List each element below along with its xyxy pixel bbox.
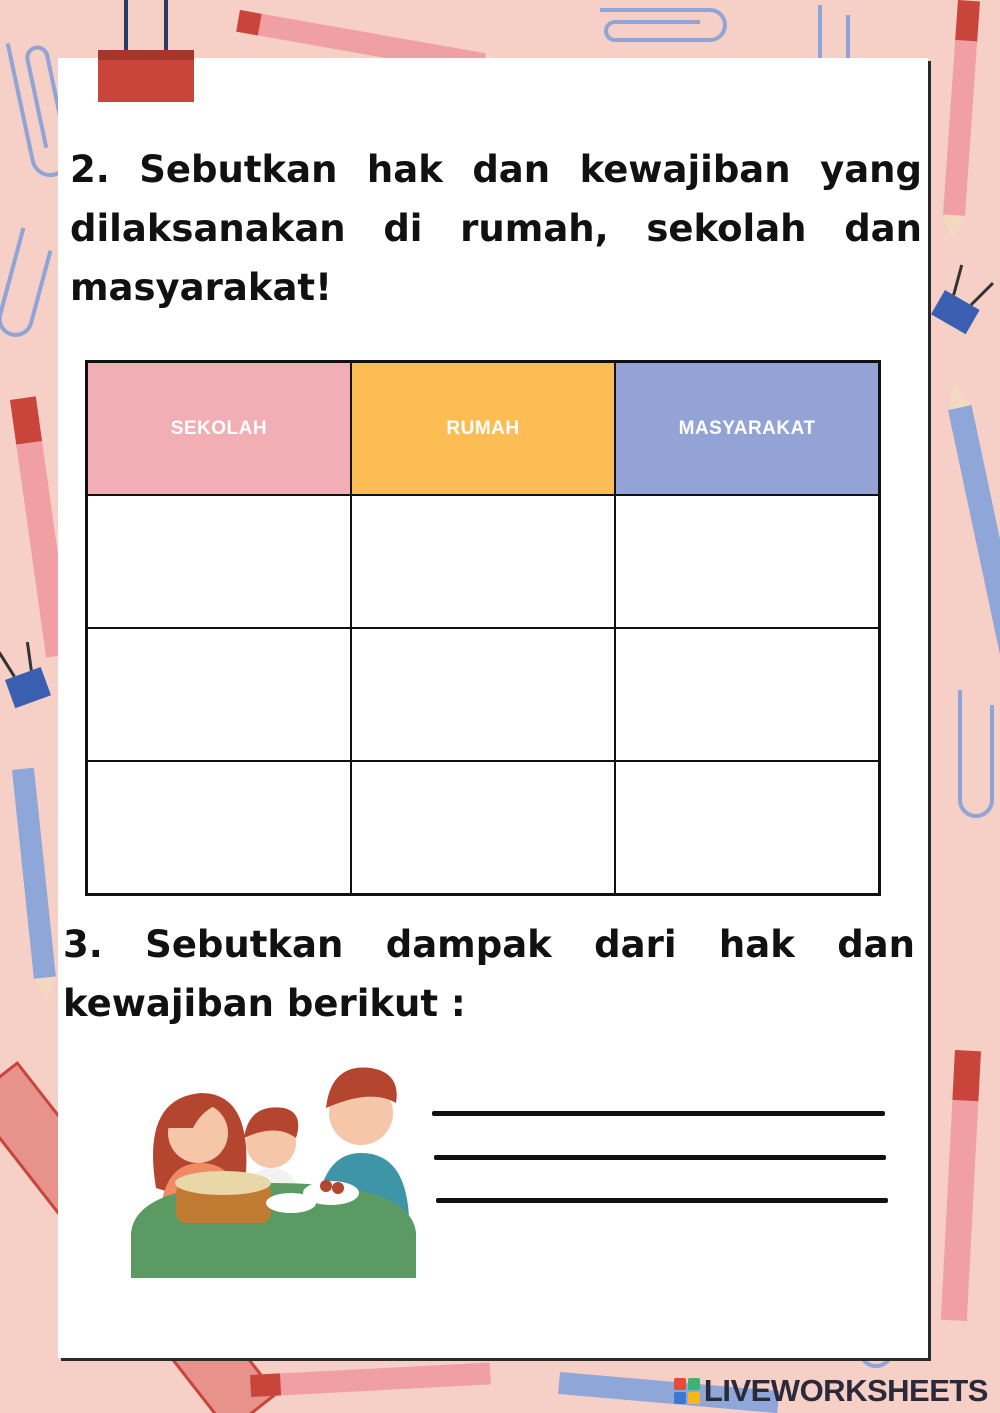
answer-cell[interactable]: [351, 761, 615, 895]
question-3-text: 3. Sebutkan dampak dari hak dan kewajiban berikut :: [63, 923, 915, 1025]
brand-name: LIVEWORKSHEETS: [703, 1373, 988, 1408]
liveworksheets-brand: [674, 1373, 988, 1409]
table-row: [87, 628, 880, 761]
answer-line[interactable]: [436, 1198, 888, 1203]
table-header-row: [87, 362, 880, 496]
answer-line[interactable]: [434, 1155, 886, 1160]
answer-cell[interactable]: [87, 495, 351, 628]
table-row: [87, 761, 880, 895]
question-2-text: 2. Sebutkan hak dan kewajiban yang dilaksanakan di rumah, sekolah dan masyarakat!: [70, 148, 922, 309]
liveworksheets-logo-icon: [674, 1378, 700, 1404]
worksheet-page: [58, 58, 928, 1358]
answer-cell[interactable]: [615, 495, 879, 628]
answer-cell[interactable]: [615, 761, 879, 895]
header-rumah: RUMAH: [351, 362, 615, 496]
table-row: [87, 495, 880, 628]
answer-line[interactable]: [432, 1111, 885, 1116]
answer-cell[interactable]: [615, 628, 879, 761]
header-sekolah: SEKOLAH: [87, 362, 351, 496]
rights-obligations-table: [85, 360, 881, 896]
answer-cell[interactable]: [87, 761, 351, 895]
binder-clip-icon: [96, 0, 196, 110]
answer-cell[interactable]: [351, 495, 615, 628]
family-dinner-illustration: [126, 1058, 426, 1278]
header-masyarakat: MASYARAKAT: [615, 362, 879, 496]
answer-cell[interactable]: [87, 628, 351, 761]
answer-cell[interactable]: [351, 628, 615, 761]
